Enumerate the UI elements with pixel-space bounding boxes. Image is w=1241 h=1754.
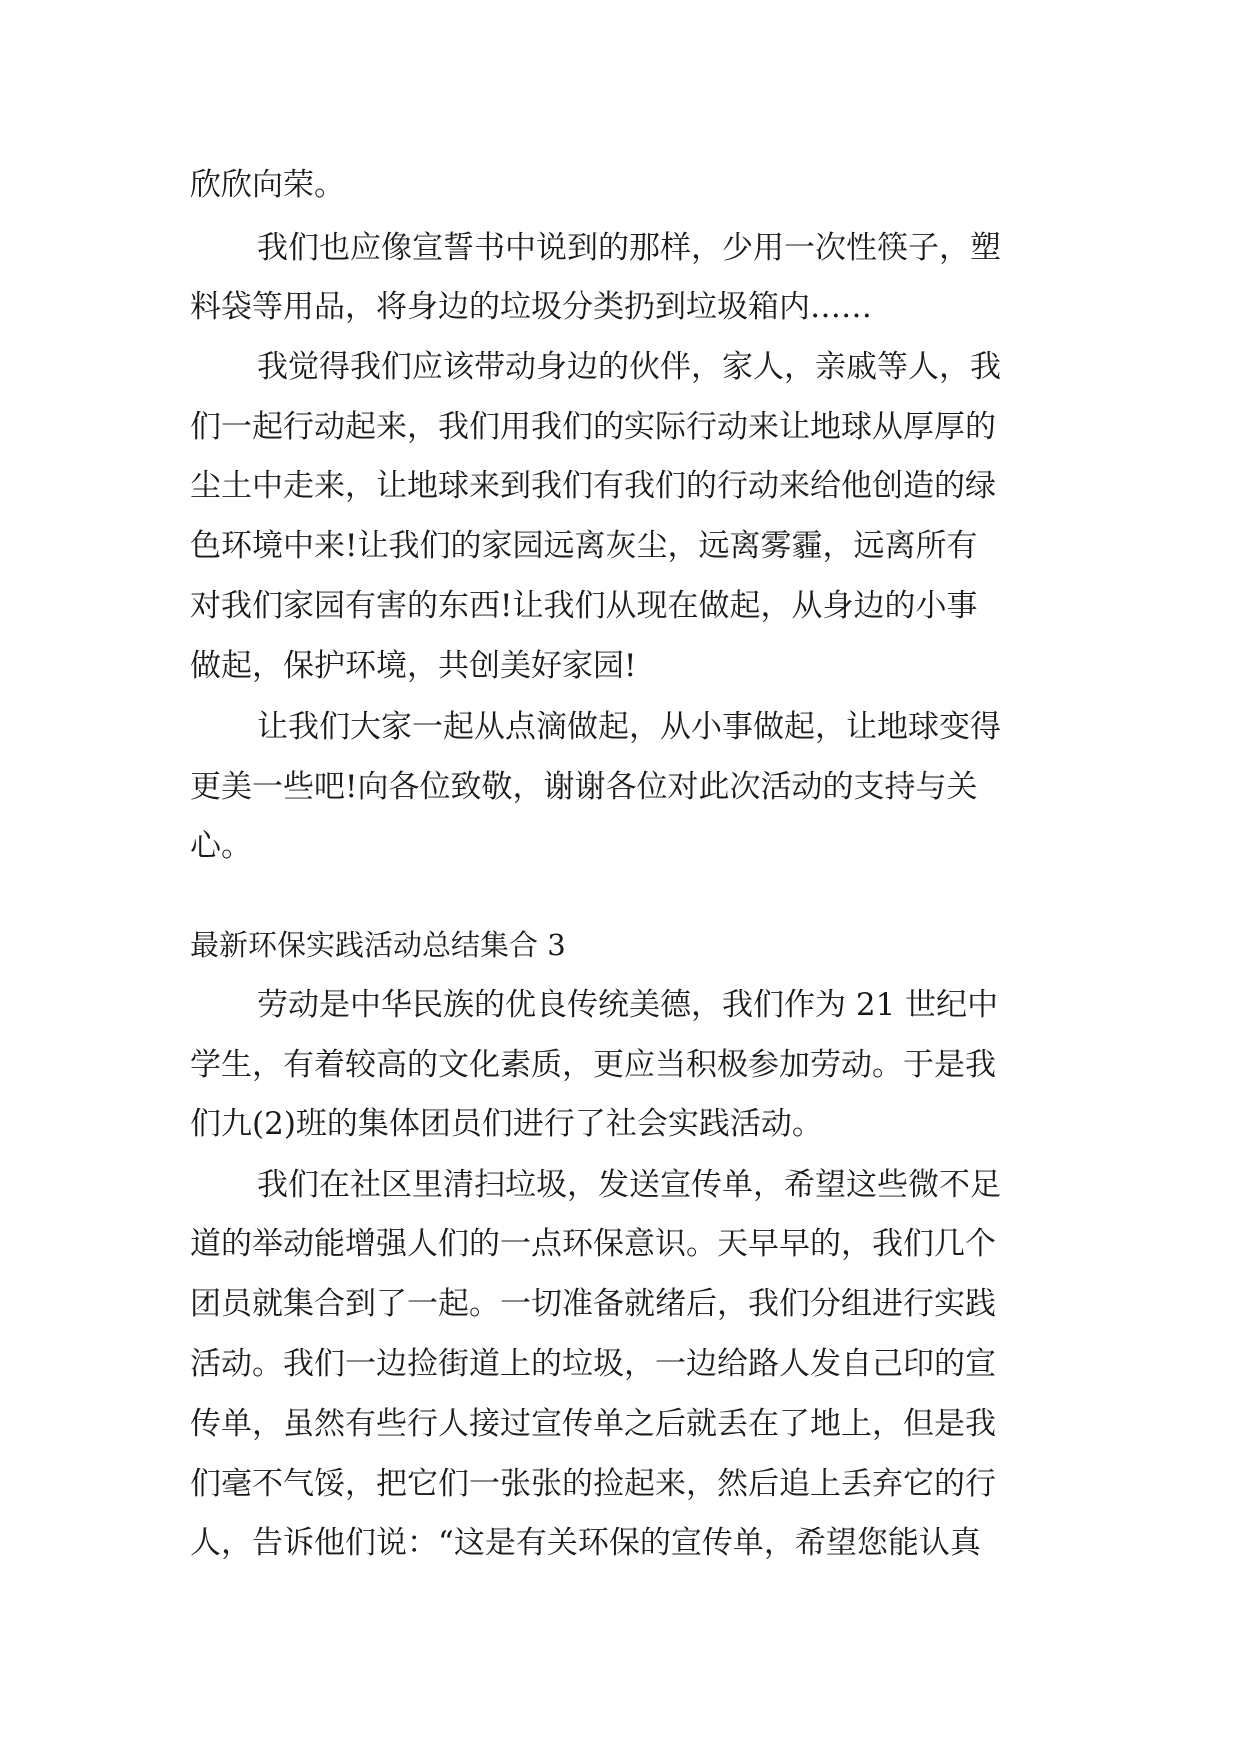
text-line: 活动。我们一边捡街道上的垃圾，一边给路人发自己印的宣 (190, 1346, 996, 1382)
text-line: 团员就集合到了一起。一切准备就绪后，我们分组进行实践 (190, 1286, 996, 1322)
text-line: 人，告诉他们说：“这是有关环保的宣传单，希望您能认真 (190, 1525, 981, 1561)
text-line: 们毫不气馁，把它们一张张的捡起来，然后追上丢弃它的行 (190, 1466, 996, 1502)
text-line: 料袋等用品，将身边的垃圾分类扔到垃圾箱内…… (190, 289, 872, 325)
section-heading: 最新环保实践活动总结集合 3 (190, 928, 566, 962)
text-line: 色环境中来!让我们的家园远离灰尘，远离雾霾，远离所有 (190, 528, 978, 564)
paragraph-first-line: 劳动是中华民族的优良传统美德，我们作为 21 世纪中 (257, 987, 999, 1023)
paragraph-first-line: 我觉得我们应该带动身边的伙伴，家人，亲戚等人，我 (257, 349, 1001, 385)
paragraph-first-line: 让我们大家一起从点滴做起，从小事做起，让地球变得 (257, 709, 1001, 745)
text-line: 传单，虽然有些行人接过宣传单之后就丢在了地上，但是我 (190, 1406, 996, 1442)
text-line: 尘土中走来，让地球来到我们有我们的行动来给他创造的绿 (190, 468, 996, 504)
text-line: 更美一些吧!向各位致敬，谢谢各位对此次活动的支持与关 (190, 769, 978, 805)
text-line: 学生，有着较高的文化素质，更应当积极参加劳动。于是我 (190, 1047, 996, 1083)
text-line: 对我们家园有害的东西!让我们从现在做起，从身边的小事 (190, 588, 978, 624)
text-line: 道的举动能增强人们的一点环保意识。天早早的，我们几个 (190, 1226, 996, 1262)
text-line: 心。 (190, 828, 252, 864)
paragraph-first-line: 我们也应像宣誓书中说到的那样，少用一次性筷子，塑 (257, 230, 1001, 266)
text-line: 们一起行动起来，我们用我们的实际行动来让地球从厚厚的 (190, 409, 996, 445)
paragraph-first-line: 我们在社区里清扫垃圾，发送宣传单，希望这些微不足 (257, 1167, 1001, 1203)
text-line: 做起，保护环境，共创美好家园! (190, 648, 637, 684)
text-line: 欣欣向荣。 (190, 167, 345, 203)
text-line: 们九(2)班的集体团员们进行了社会实践活动。 (190, 1106, 823, 1142)
